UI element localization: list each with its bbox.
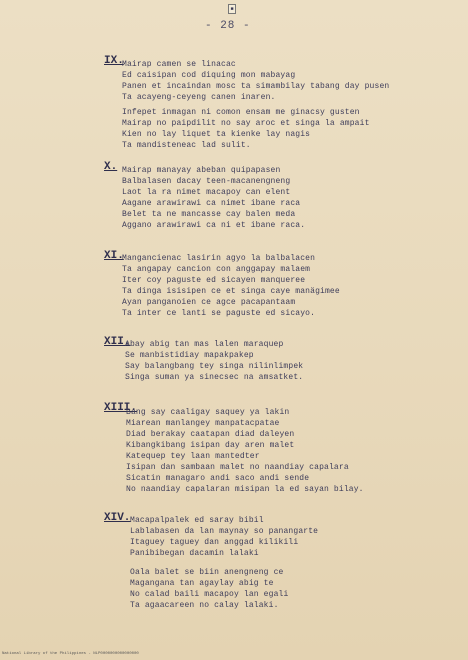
verse-line: Se manbistidiay mapakpakep (125, 351, 254, 360)
verse-line: Ta dinga isisipen ce et singa caye manägimee (122, 287, 340, 296)
verse-line: Mairap no paipdilit no say aroc et singa la ampait (122, 119, 370, 128)
verse-line: Panibibegan dacamin lalaki (130, 549, 259, 558)
verse-line: Miarean manlangey manpatacpatae (126, 419, 280, 428)
verse-line: Infepet inmagan ni comon ensam me ginacsy gusten (122, 108, 360, 117)
verse-line: Laot la ra nimet macapoy can elent (122, 188, 291, 197)
stanza-numeral: XII. (104, 336, 131, 348)
verse-line: Abay abig tan mas lalen maraquep (125, 340, 284, 349)
verse-line: Ayan panganoien ce agce pacapantaam (122, 298, 296, 307)
verse-line: Iter coy paguste ed sicayen manqueree (122, 276, 306, 285)
verse-line: Panen et incaindan mosc ta simambilay tabang day pusen (122, 82, 390, 91)
verse-line: Ta mandisteneac lad sulit. (122, 141, 251, 150)
verse-line: Isipan dan sambaan malet no naandiay capalara (126, 463, 349, 472)
corner-mark: ■ (228, 4, 236, 14)
verse-line: Aggano arawirawi ca ni et ibane raca. (122, 221, 306, 230)
verse-line: Katequep tey laan mantedter (126, 452, 260, 461)
verse-line: Itaguey taguey dan anggad kilikili (130, 538, 299, 547)
verse-line: Kien no lay liquet ta kienke lay nagis (122, 130, 311, 139)
verse-line: Ta inter ce lanti se paguste ed sicayo. (122, 309, 316, 318)
verse-line: Say balangbang tey singa nilinlimpek (125, 362, 304, 371)
verse-line: Oala balet se biin anengneng ce (130, 568, 284, 577)
verse-line: No calad baili macapoy lan egali (130, 590, 289, 599)
verse-line: Balbalasen dacay teen-macanengneng (122, 177, 291, 186)
verse-line: No naandiay capalaran misipan la ed sayan bilay. (126, 485, 364, 494)
verse-line: Diad berakay caatapan diad daleyen (126, 430, 295, 439)
verse-line: Ed caisipan cod diquing mon mabayag (122, 71, 296, 80)
verse-line: Kibangkibang isipan day aren malet (126, 441, 295, 450)
verse-line: Magangana tan agaylay abig te (130, 579, 274, 588)
verse-line: Mairap manayay abeban quipapasen (122, 166, 281, 175)
verse-line: Aagane arawirawi ca nimet ibane raca (122, 199, 301, 208)
verse-line: Mairap camen se linacac (122, 60, 236, 69)
verse-line: Ta acayeng-ceyeng canen inaren. (122, 93, 276, 102)
stanza-numeral: X. (104, 161, 118, 173)
verse-line: Lablabasen da lan maynay so panangarte (130, 527, 319, 536)
verse-line: Sicatin managaro andi saco andi sende (126, 474, 310, 483)
verse-line: Ta angapay cancion con anggapay malaem (122, 265, 311, 274)
verse-line: Singa suman ya sinecsec na amsatket. (125, 373, 304, 382)
stanza-numeral: XI. (104, 250, 124, 262)
verse-line: Macapalpalek ed saray bibil (130, 516, 264, 525)
archive-footer: National Library of the Philippines - NLP0000000000000000 (2, 652, 139, 656)
page-number: - 28 - (205, 20, 251, 32)
stanza-numeral: XIII. (104, 402, 138, 414)
stanza-numeral: XIV. (104, 512, 131, 524)
verse-line: Mangancienac lasirin agyo la balbalacen (122, 254, 316, 263)
verse-line: Belet ta ne mancasse cay balen meda (122, 210, 296, 219)
stanza-numeral: IX. (104, 55, 124, 67)
verse-line: Bang say caaligay saquey ya lakin (126, 408, 290, 417)
verse-line: Ta agaacareen no calay lalaki. (130, 601, 279, 610)
